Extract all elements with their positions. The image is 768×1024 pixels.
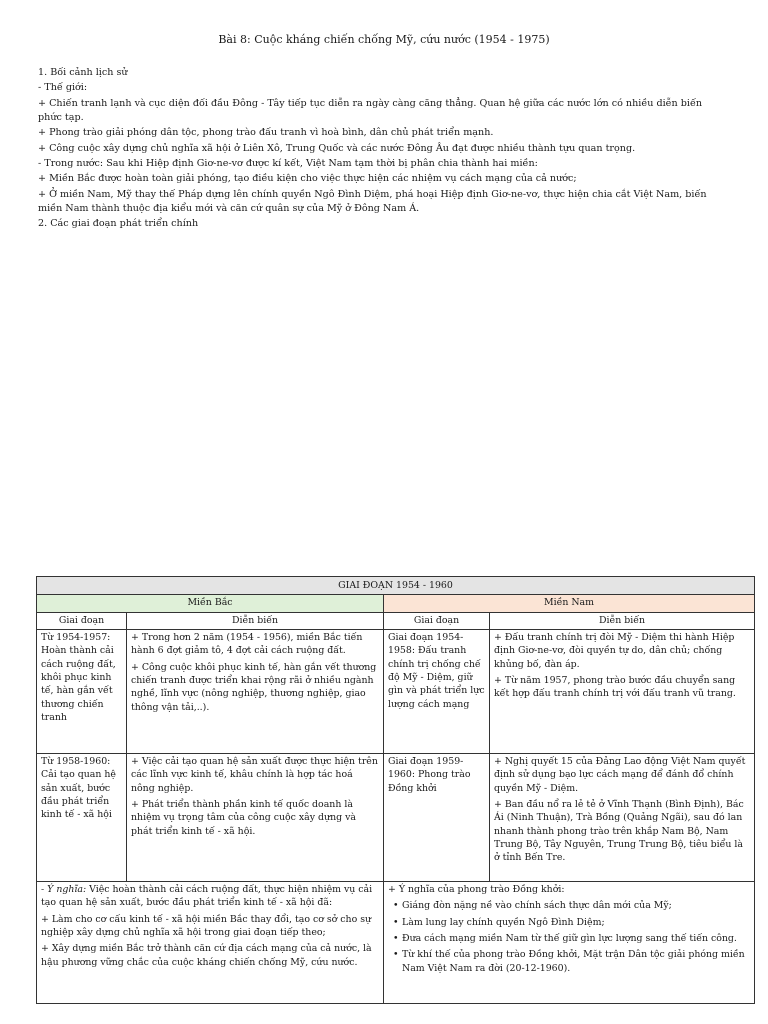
column-header-events: Diễn biến xyxy=(490,612,755,629)
meaning-label: - Ý nghĩa: xyxy=(41,884,87,896)
north-meaning-intro xyxy=(41,883,379,910)
south-header: Miền Nam xyxy=(384,595,755,612)
intro-line: + Công cuộc xây dựng chủ nghĩa xã hội ở Liên Xô, Trung Quốc và các nước Đông Âu đạt được nhiều thành tựu quan trọng. xyxy=(38,142,636,154)
table-row xyxy=(37,882,755,1004)
north-stage: Từ 1958-1960: Cải tạo quan hệ sản xuất, bước đầu phát triển kinh tế - xã hội xyxy=(41,756,116,821)
north-header: Miền Bắc xyxy=(37,595,384,612)
north-event: + Trong hơn 2 năm (1954 - 1956), miền Bắc tiến hành 6 đợt giảm tô, 4 đợt cải cách ruộng đất. xyxy=(131,632,363,657)
south-meaning-bullet: • Giáng đòn nặng nề vào chính sách thực dân mới của Mỹ; xyxy=(388,899,750,912)
context-section xyxy=(38,66,728,232)
south-meaning-bullet: • Làm lung lay chính quyền Ngô Đình Diệm; xyxy=(388,916,750,929)
intro-line: + Ở miền Nam, Mỹ thay thế Pháp dựng lên chính quyền Ngô Đình Diệm, phá hoại Hiệp định Giơ-ne-vơ, thực hiện chia cắt Việt Nam, biến miền Nam thành thuộc địa kiểu mới và căn cứ quân sự của Mỹ ở Đông Nam Á. xyxy=(38,188,707,214)
south-event: + Ban đầu nổ ra lẻ tẻ ở Vĩnh Thạnh (Bình Định), Bác Ái (Ninh Thuận), Trà Bồng (Quảng Ngãi), sau đó lan nhanh thành phong trào trên khắp Nam Bộ, Nam Trung Bộ, Tây Nguyên, Trung Trung Bộ, tiêu biểu là ở tỉnh Bến Tre. xyxy=(494,799,744,864)
table-row xyxy=(37,630,755,754)
north-stage-cell xyxy=(37,630,127,754)
north-stage: Từ 1954-1957: Hoàn thành cải cách ruộng đất, khôi phục kinh tế, hàn gắn vết thương chiến tranh xyxy=(41,632,116,724)
south-event: + Nghị quyết 15 của Đảng Lao động Việt Nam quyết định sử dụng bạo lực cách mạng để đánh đổ chính quyền Mỹ - Diệm. xyxy=(494,756,746,794)
north-event: + Phát triển thành phần kinh tế quốc doanh là nhiệm vụ trọng tâm của công cuộc xây dựng và phát triển kinh tế - xã hội. xyxy=(131,799,356,837)
south-event: + Đấu tranh chính trị đòi Mỹ - Diệm thi hành Hiệp định Giơ-ne-vơ, đòi quyền tự do, dân chủ; chống khủng bố, đàn áp. xyxy=(494,632,735,670)
north-meaning-item: + Làm cho cơ cấu kinh tế - xã hội miền Bắc thay đổi, tạo cơ sở cho sự nghiệp xây dựng chủ nghĩa xã hội trong giai đoạn tiếp theo; xyxy=(41,913,372,939)
south-events-cell xyxy=(490,630,755,754)
document-title: Bài 8: Cuộc kháng chiến chống Mỹ, cứu nước (1954 - 1975) xyxy=(218,33,550,46)
north-meaning-item: + Xây dựng miền Bắc trở thành căn cứ địa cách mạng của cả nước, là hậu phương vững chắc của cuộc kháng chiến chống Mỹ, cứu nước. xyxy=(41,943,372,968)
stages-table xyxy=(36,576,755,1004)
north-event: + Công cuộc khôi phục kinh tế, hàn gắn vết thương chiến tranh được triển khai rộng rãi ở nhiều ngành nghề, lĩnh vực (nông nghiệp, thương nghiệp, giao thông vận tải,..). xyxy=(131,661,377,713)
intro-line: + Phong trào giải phóng dân tộc, phong trào đấu tranh vì hoà bình, dân chủ phát triển mạnh. xyxy=(38,127,494,139)
section-heading-stages: 2. Các giai đoạn phát triển chính xyxy=(38,218,199,230)
south-meaning-bullet: • Từ khí thế của phong trào Đồng khởi, Mặt trận Dân tộc giải phóng miền Nam Việt Nam ra đời (20-12-1960). xyxy=(388,948,750,975)
south-meaning-cell xyxy=(384,882,755,1004)
column-header-stage: Giai đoạn xyxy=(384,612,490,629)
north-event: + Việc cải tạo quan hệ sản xuất được thực hiện trên các lĩnh vực kinh tế, khâu chính là hợp tác hoá nông nghiệp. xyxy=(131,756,378,794)
world-label: - Thế giới: xyxy=(38,82,88,94)
north-events-cell xyxy=(127,630,384,754)
south-stage: Giai đoạn 1954-1958: Đấu tranh chính trị chống chế độ Mỹ - Diệm, giữ gìn và phát triển lực lượng cách mạng xyxy=(388,632,485,710)
column-header-stage: Giai đoạn xyxy=(37,612,127,629)
south-stage-cell xyxy=(384,754,490,882)
south-meaning-intro: + Ý nghĩa của phong trào Đồng khởi: xyxy=(388,884,565,896)
south-event: + Từ năm 1957, phong trào bước đầu chuyển sang kết hợp đấu tranh chính trị với đấu tranh vũ trang. xyxy=(494,675,736,700)
column-header-events: Diễn biến xyxy=(127,612,384,629)
north-stage-cell xyxy=(37,754,127,882)
table-row xyxy=(37,754,755,882)
south-stage: Giai đoạn 1959-1960: Phong trào Đồng khởi xyxy=(388,756,471,794)
south-meaning-bullet: • Đưa cách mạng miền Nam từ thế giữ gìn lực lượng sang thế tiến công. xyxy=(388,932,750,945)
meaning-lead: Việc hoàn thành cải cách ruộng đất, thực hiện nhiệm vụ cải tạo quan hệ sản xuất, bước đầu phát triển kinh tế - xã hội đã: xyxy=(41,884,373,909)
south-stage-cell xyxy=(384,630,490,754)
table-title: GIAI ĐOẠN 1954 - 1960 xyxy=(37,577,755,595)
south-events-cell xyxy=(490,754,755,882)
domestic-label: - Trong nước: Sau khi Hiệp định Giơ-ne-vơ được kí kết, Việt Nam tạm thời bị phân chia thành hai miền: xyxy=(38,157,538,169)
intro-line: + Miền Bắc được hoàn toàn giải phóng, tạo điều kiện cho việc thực hiện các nhiệm vụ cách mạng của cả nước; xyxy=(38,173,577,185)
north-events-cell xyxy=(127,754,384,882)
section-heading-context: 1. Bối cảnh lịch sử xyxy=(38,67,128,78)
intro-line: + Chiến tranh lạnh và cục diện đối đầu Đông - Tây tiếp tục diễn ra ngày càng căng thẳng. Quan hệ giữa các nước lớn có nhiều diễn biến phức tạp. xyxy=(38,97,703,123)
north-meaning-cell xyxy=(37,882,384,1004)
